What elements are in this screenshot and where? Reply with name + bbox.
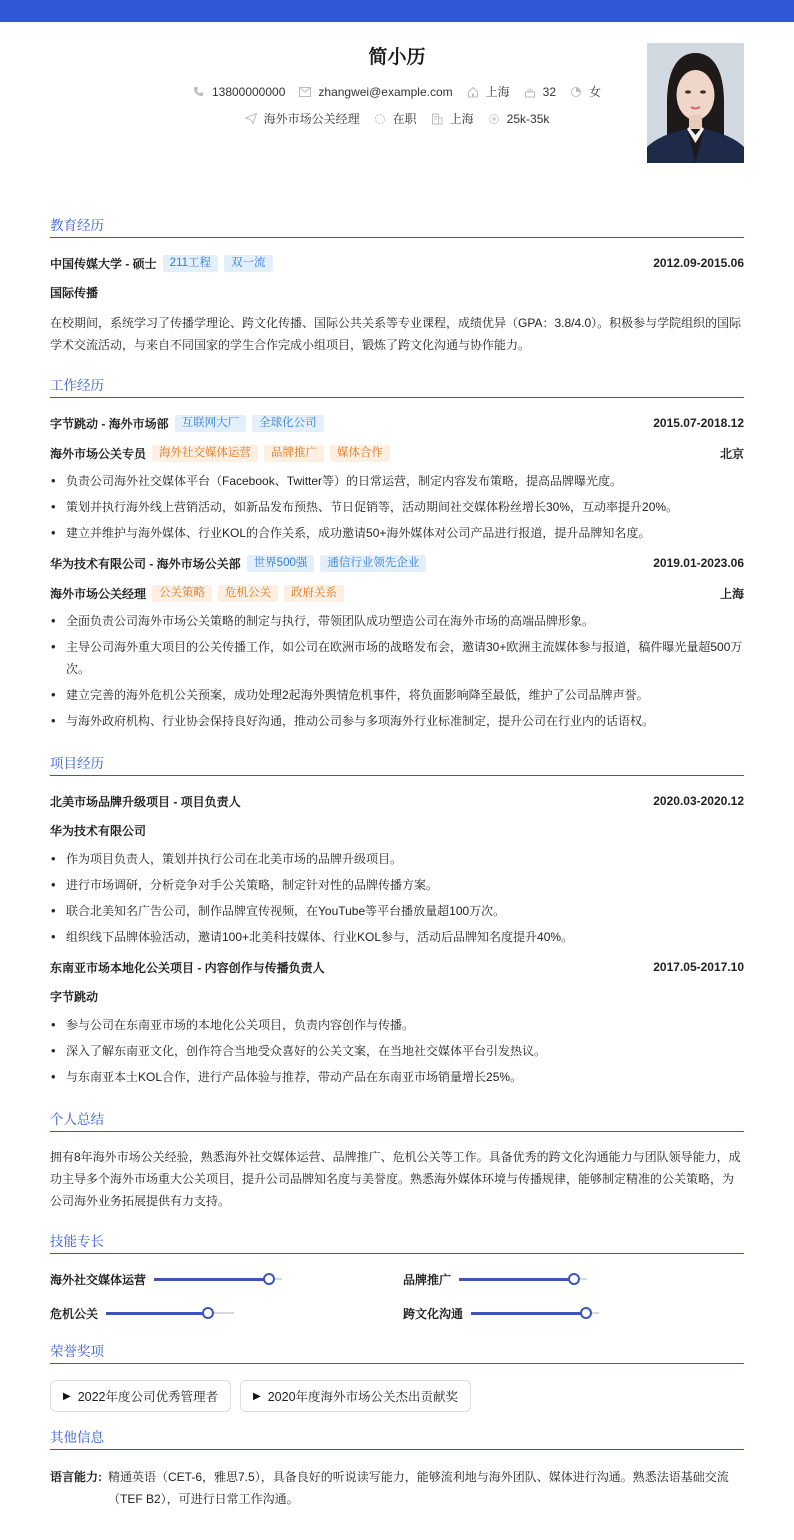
profile-photo [647,43,744,163]
skill-item [403,1268,744,1290]
work-role-row [50,438,744,468]
contact-age: 32 [524,85,556,99]
skill-item [50,1302,403,1324]
send-icon [245,113,257,125]
skill-level-bar [106,1312,234,1314]
skill-level-knob [202,1307,214,1319]
skill-level-bar [459,1278,587,1280]
project-period: 2020.03-2020.12 [653,794,744,808]
salary-icon [488,113,500,125]
skill-item [403,1302,744,1324]
contact-row [50,83,744,100]
list-item: • 作为项目负责人，策划并执行公司在北美市场的品牌升级项目。 [50,848,744,870]
section-title-work: 工作经历 [50,374,744,398]
role-name: 海外市场公关专员 [50,446,147,461]
company-tag: 互联网大厂 [175,415,247,432]
work-entry [50,408,744,544]
other-info-label: 语言能力: [50,1470,102,1484]
project-head [50,952,744,982]
gender-icon [570,86,582,98]
role-tag: 媒体合作 [330,445,390,462]
role-tag: 政府关系 [284,585,344,602]
skill-name: 海外社交媒体运营 [50,1272,147,1287]
skills-grid [50,1268,744,1324]
intent-salary: 25k-35k [488,112,550,126]
project-period: 2017.05-2017.10 [653,960,744,974]
list-item: • 与东南亚本土KOL合作，进行产品体验与推荐，带动产品在东南亚市场销量增长25%。 [50,1066,744,1088]
skill-level-bar [154,1278,282,1280]
list-item: • 建立并维护与海外媒体、行业KOL的合作关系，成功邀请50+海外媒体对公司产品进行报道，提升品牌知名度。 [50,522,744,544]
company-tag: 全球化公司 [252,415,324,432]
education-period: 2012.09-2015.06 [653,256,744,270]
work-company-row [50,548,744,578]
section-title-summary: 个人总结 [50,1108,744,1132]
work-company-row [50,408,744,438]
project-entry [50,786,744,948]
list-item: • 参与公司在东南亚市场的本地化公关项目，负责内容创作与传播。 [50,1014,744,1036]
skill-level-bar [471,1312,599,1314]
resume-header [50,22,744,182]
other-info-row [50,1466,744,1510]
award-badge: ▶ 2022年度公司优秀管理者 [50,1380,231,1412]
work-location: 北京 [719,446,744,461]
list-item: • 建立完善的海外危机公关预案，成功处理2起海外舆情危机事件，将负面影响降至最低，维护了公司品牌声誉。 [50,684,744,706]
project-title: 东南亚市场本地化公关项目 - 内容创作与传播负责人 [50,960,325,975]
role-tag: 品牌推广 [264,445,324,462]
skill-name: 跨文化沟通 [403,1306,464,1321]
project-bullets [50,848,744,948]
building-icon [431,113,443,125]
section-title-skills: 技能专长 [50,1230,744,1254]
section-title-awards: 荣誉奖项 [50,1340,744,1364]
status-icon [374,113,386,125]
summary-text: 拥有8年海外市场公关经验，熟悉海外社交媒体运营、品牌推广、危机公关等工作。具备优秀的跨文化沟通能力与团队领导能力，成功主导多个海外市场重大公关项目，提升公司品牌知名度与美誉度。熟悉海外媒体环境与传播规律，能够制定精准的公关策略，为公司海外业务拓展提供有力支持。 [50,1150,741,1208]
skill-name: 危机公关 [50,1306,99,1321]
education-description: 在校期间，系统学习了传播学理论、跨文化传播、国际公共关系等专业课程，成绩优异（GPA：3.8/4.0）。积极参与学院组织的国际学术交流活动，与来自不同国家的学生合作完成小组项目，锻炼了跨文化沟通与协作能力。 [50,316,742,352]
list-item: • 主导公司海外重大项目的公关传播工作，如公司在欧洲市场的战略发布会，邀请30+欧洲主流媒体参与报道，稿件曝光量超500万次。 [50,636,744,680]
list-item: • 联合北美知名广告公司，制作品牌宣传视频，在YouTube等平台播放量超100万次。 [50,900,744,922]
work-bullets [50,470,744,544]
intent-city: 上海 [431,110,474,127]
work-location: 上海 [719,586,744,601]
skill-level-knob [263,1273,275,1285]
company-tag: 通信行业领先企业 [320,555,426,572]
list-item: • 全面负责公司海外市场公关策略的制定与执行，带领团队成功塑造公司在海外市场的高端品牌形象。 [50,610,744,632]
school-tag: 双一流 [224,255,273,272]
project-org: 华为技术有限公司 [50,824,147,838]
skill-item [50,1268,403,1290]
contact-home: 上海 [467,83,510,100]
top-color-bar [0,0,794,22]
work-period: 2015.07-2018.12 [653,416,744,430]
triangle-icon: ▶ [253,1390,261,1402]
education-major: 国际传播 [50,286,99,300]
list-item: • 策划并执行海外线上营销活动，如新品发布预热、节日促销等，活动期间社交媒体粉丝增长30%，互动率提升20%。 [50,496,744,518]
skill-level-knob [580,1307,592,1319]
work-role-row [50,578,744,608]
triangle-icon: ▶ [63,1390,71,1402]
project-org: 字节跳动 [50,990,99,1004]
work-entry [50,548,744,732]
contact-phone: 13800000000 [193,85,285,99]
company-name: 字节跳动 - 海外市场部 [50,416,169,431]
project-title: 北美市场品牌升级项目 - 项目负责人 [50,794,241,809]
intent-position: 海外市场公关经理 [245,110,360,127]
phone-icon [193,86,205,98]
section-title-other: 其他信息 [50,1426,744,1450]
role-tag: 海外社交媒体运营 [152,445,258,462]
education-entry [50,248,744,356]
contact-gender: 女 [570,83,601,100]
skill-level-knob [568,1273,580,1285]
list-item: • 组织线下品牌体验活动，邀请100+北美科技媒体、行业KOL参与，活动后品牌知名度提升40%。 [50,926,744,948]
company-tag: 世界500强 [247,555,315,572]
role-tag: 危机公关 [218,585,278,602]
role-name: 海外市场公关经理 [50,586,147,601]
work-bullets [50,610,744,732]
section-title-education: 教育经历 [50,214,744,238]
section-title-projects: 项目经历 [50,752,744,776]
home-icon [467,86,479,98]
awards-list [50,1380,744,1412]
list-item: • 进行市场调研，分析竞争对手公关策略，制定针对性的品牌传播方案。 [50,874,744,896]
contact-email: zhangwei@example.com [299,85,452,99]
list-item: • 负责公司海外社交媒体平台（Facebook、Twitter等）的日常运营，制定内容发布策略，提高品牌曝光度。 [50,470,744,492]
job-intent-row [50,110,744,127]
skill-name: 品牌推广 [403,1272,452,1287]
project-entry [50,952,744,1088]
intent-status: 在职 [374,110,417,127]
project-bullets [50,1014,744,1088]
email-icon [299,86,311,98]
candidate-name: 简小历 [368,47,426,68]
resume-page [0,22,794,1522]
list-item: • 深入了解东南亚文化，创作符合当地受众喜好的公关文案，在当地社交媒体平台引发热议。 [50,1040,744,1062]
education-head [50,248,744,278]
project-head [50,786,744,816]
role-tag: 公关策略 [152,585,212,602]
award-badge: ▶ 2020年度海外市场公关杰出贡献奖 [240,1380,471,1412]
work-period: 2019.01-2023.06 [653,556,744,570]
age-icon [524,86,536,98]
other-info-value: 精通英语（CET-6，雅思7.5），具备良好的听说读写能力，能够流利地与海外团队、媒体进行沟通。熟悉法语基础交流（TEF B2），可进行日常工作沟通。 [108,1470,729,1506]
school-tag: 211工程 [163,255,218,272]
list-item: • 与海外政府机构、行业协会保持良好沟通，推动公司参与多项海外行业标准制定，提升公司在行业内的话语权。 [50,710,744,732]
company-name: 华为技术有限公司 - 海外市场公关部 [50,556,241,571]
school-name: 中国传媒大学 - 硕士 [50,256,157,271]
